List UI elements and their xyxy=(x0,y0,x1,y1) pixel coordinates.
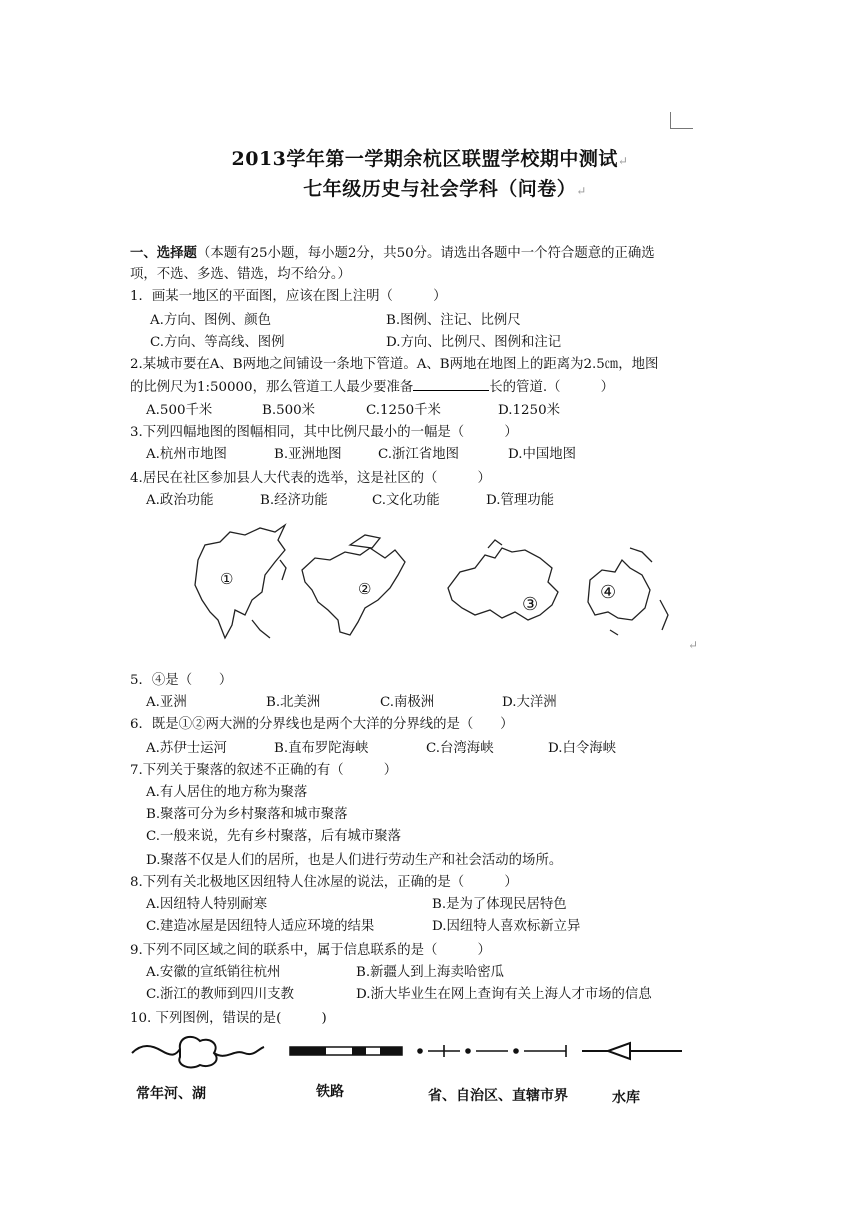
q8-option-d: D.因纽特人喜欢标新立异 xyxy=(432,919,581,934)
legend-label-boundary: 省、自治区、直辖市界 xyxy=(428,1088,568,1104)
question-2-line2: 的比例尺为1:50000，那么管道工人最少要准备 长的管道.（ ） xyxy=(130,380,615,395)
europe-outline xyxy=(448,548,558,620)
question-6: 6．既是①②两大洲的分界线也是两个大洋的分界线的是（ ） xyxy=(130,717,514,732)
q2-option-c: C.1250千米 xyxy=(366,403,441,418)
north-america-outline xyxy=(302,548,405,635)
question-8: 8.下列有关北极地区因纽特人住冰屋的说法，正确的是（ ） xyxy=(130,875,518,890)
q2-option-d: D.1250米 xyxy=(498,403,560,418)
q1-option-c: C.方向、等高线、图例 xyxy=(150,335,285,350)
q5-option-a: A.亚洲 xyxy=(146,695,187,710)
exam-title: 2013学年第一学期余杭区联盟学校期中测试↵ xyxy=(231,148,629,170)
map-label-2: ② xyxy=(358,580,372,598)
legend-label-reservoir: 水库 xyxy=(612,1090,640,1106)
question-7: 7.下列关于聚落的叙述不正确的有（ ） xyxy=(130,763,398,778)
q3-option-c: C.浙江省地图 xyxy=(378,447,459,462)
question-4: 4.居民在社区参加县人大代表的选举，这是社区的（ ） xyxy=(130,471,491,486)
q6-option-a: A.苏伊士运河 xyxy=(146,741,227,756)
q6-option-b: B.直布罗陀海峡 xyxy=(274,741,369,756)
q7-option-d: D.聚落不仅是人们的居所，也是人们进行劳动生产和社会活动的场所。 xyxy=(146,853,563,868)
asia-outline xyxy=(195,525,285,638)
q7-option-b: B.聚落可分为乡村聚落和城市聚落 xyxy=(146,807,348,822)
legend-label-river-lake: 常年河、湖 xyxy=(136,1086,206,1102)
q8-option-b: B.是为了体现民居特色 xyxy=(432,897,567,912)
q3-option-a: A.杭州市地图 xyxy=(146,447,227,462)
exam-subtitle: 七年级历史与社会学科（问卷）↵ xyxy=(303,178,587,200)
q4-option-d: D.管理功能 xyxy=(486,493,555,508)
question-3: 3.下列四幅地图的图幅相同，其中比例尺最小的一幅是（ ） xyxy=(130,425,518,440)
q9-option-b: B.新疆人到上海卖哈密瓜 xyxy=(356,965,505,980)
boundary-symbol xyxy=(418,1045,566,1057)
legend-label-railway: 铁路 xyxy=(316,1084,344,1100)
q1-option-b: B.图例、注记、比例尺 xyxy=(386,313,521,328)
map-label-3: ③ xyxy=(522,594,539,615)
q9-option-a: A.安徽的宣纸销往杭州 xyxy=(146,965,281,980)
question-2-line1: 2.某城市要在A、B两地之间铺设一条地下管道。A、B两地在地图上的距离为2.5㎝，地图 xyxy=(130,357,659,372)
railway-symbol xyxy=(290,1047,402,1055)
q4-option-b: B.经济功能 xyxy=(260,493,328,508)
q8-option-a: A.因纽特人特别耐寒 xyxy=(146,897,268,912)
q2-option-b: B.500米 xyxy=(262,403,316,418)
river-lake-symbol xyxy=(132,1037,264,1068)
q7-option-c: C.一般来说，先有乡村聚落，后有城市聚落 xyxy=(146,829,402,844)
q7-option-a: A.有人居住的地方称为聚落 xyxy=(146,785,308,800)
q4-option-c: C.文化功能 xyxy=(372,493,440,508)
page-corner-mark xyxy=(670,112,693,129)
map-label-1: ① xyxy=(220,570,234,588)
q3-option-b: B.亚洲地图 xyxy=(274,447,342,462)
q1-option-d: D.方向、比例尺、图例和注记 xyxy=(386,335,562,350)
q5-option-d: D.大洋洲 xyxy=(502,695,557,710)
q2-option-a: A.500千米 xyxy=(146,403,213,418)
q3-option-d: D.中国地图 xyxy=(508,447,577,462)
continent-maps: ① ② ③ ④ ↵ xyxy=(190,520,690,655)
section-heading: 一、选择题（本题有25小题，每小题2分，共50分。请选出各题中一个符合题意的正确选 xyxy=(130,245,655,261)
q9-option-c: C.浙江的教师到四川支教 xyxy=(146,987,294,1002)
q6-option-c: C.台湾海峡 xyxy=(426,741,494,756)
oceania-outline xyxy=(588,560,650,620)
q5-option-c: C.南极洲 xyxy=(380,695,435,710)
section-instructions: 项，不选、多选、错选，均不给分。） xyxy=(130,267,351,282)
q5-option-b: B.北美洲 xyxy=(266,695,321,710)
map-legend-symbols xyxy=(130,1035,690,1115)
q1-option-a: A.方向、图例、颜色 xyxy=(150,313,272,328)
reservoir-symbol xyxy=(582,1043,682,1059)
q6-option-d: D.白令海峡 xyxy=(548,741,617,756)
question-10: 10. 下列图例，错误的是( ) xyxy=(130,1011,327,1026)
q4-option-a: A.政治功能 xyxy=(146,493,214,508)
q8-option-c: C.建造冰屋是因纽特人适应环境的结果 xyxy=(146,919,375,934)
question-9: 9.下列不同区域之间的联系中，属于信息联系的是（ ） xyxy=(130,943,491,958)
q9-option-d: D.浙大毕业生在网上查询有关上海人才市场的信息 xyxy=(356,987,652,1002)
question-1: 1．画某一地区的平面图，应该在图上注明（ ） xyxy=(130,289,447,304)
answer-blank xyxy=(413,378,489,391)
map-label-4: ④ xyxy=(600,582,617,603)
question-5: 5．④是（ ） xyxy=(130,673,233,688)
